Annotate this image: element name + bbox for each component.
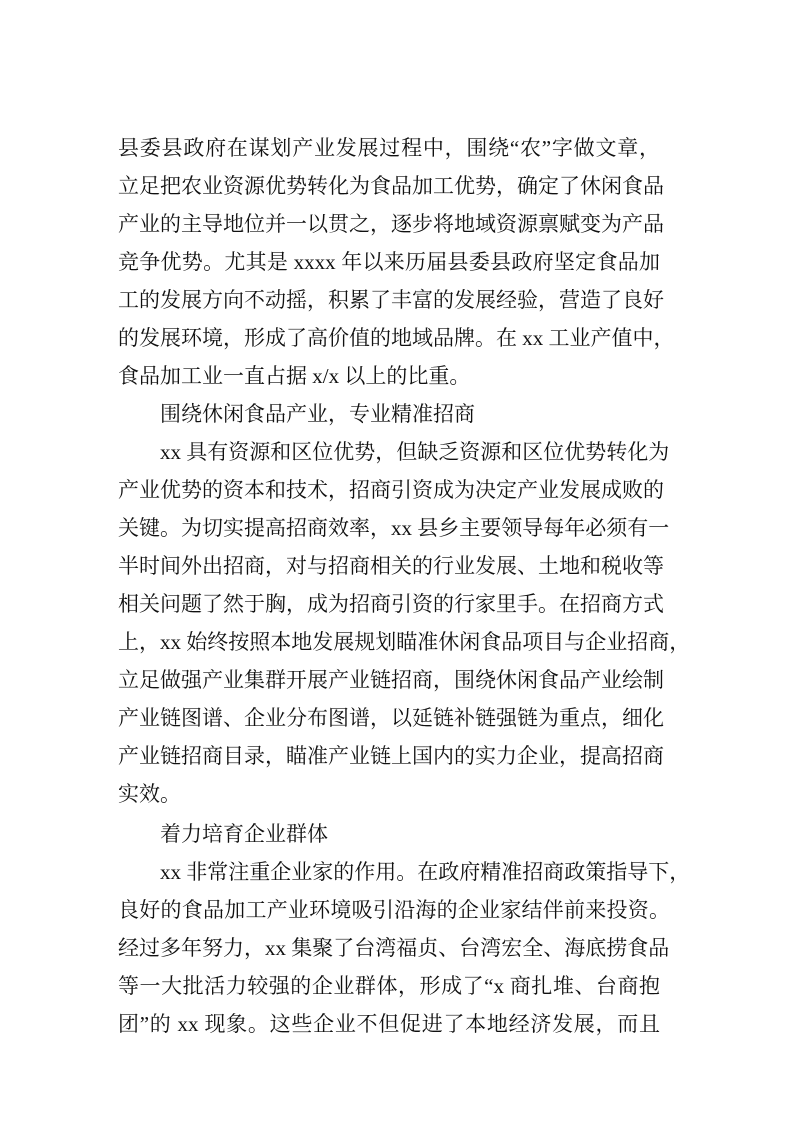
text-line: 竞争优势。尤其是 xxxx 年以来历届县委县政府坚定食品加 xyxy=(118,250,660,274)
text-line: xx 非常注重企业家的作用。在政府精准招商政策指导下， xyxy=(160,860,691,884)
text-line: 产业优势的资本和技术，招商引资成为决定产业发展成败的 xyxy=(118,478,664,502)
section-heading: 围绕休闲食品产业，专业精准招商 xyxy=(160,402,475,426)
text-line: 的发展环境，形成了高价值的地域品牌。在 xx 工业产值中， xyxy=(118,326,675,350)
text-line: 团”的 xx 现象。这些企业不但促进了本地经济发展，而且 xyxy=(118,1012,660,1036)
text-line: 上，xx 始终按照本地发展规划瞄准休闲食品项目与企业招商， xyxy=(118,630,691,654)
text-line: 良好的食品加工产业环境吸引沿海的企业家结伴前来投资。 xyxy=(118,898,670,922)
text-line: 产业链图谱、企业分布图谱，以延链补链强链为重点，细化 xyxy=(118,706,664,730)
text-line: 立足做强产业集群开展产业链招商，围绕休闲食品产业绘制 xyxy=(118,668,664,692)
text-line: 半时间外出招商，对与招商相关的行业发展、土地和税收等 xyxy=(118,554,664,578)
text-line: 产业链招商目录，瞄准产业链上国内的实力企业，提高招商 xyxy=(118,744,664,768)
text-line: 相关问题了然于胸，成为招商引资的行家里手。在招商方式 xyxy=(118,592,664,616)
text-line: 实效。 xyxy=(118,782,181,806)
text-line: 经过多年努力，xx 集聚了台湾福贞、台湾宏全、海底捞食品 xyxy=(118,936,670,960)
text-line: 工的发展方向不动摇，积累了丰富的发展经验，营造了良好 xyxy=(118,288,664,312)
text-line: 食品加工业一直占据 x/x 以上的比重。 xyxy=(118,364,471,388)
text-line: 产业的主导地位并一以贯之，逐步将地域资源禀赋变为产品 xyxy=(118,212,664,236)
text-line: 关键。为切实提高招商效率，xx 县乡主要领导每年必须有一 xyxy=(118,516,670,540)
text-line: 县委县政府在谋划产业发展过程中，围绕“农”字做文章， xyxy=(118,136,660,160)
text-line: xx 具有资源和区位优势，但缺乏资源和区位优势转化为 xyxy=(160,440,670,464)
text-line: 等一大批活力较强的企业群体，形成了“x 商扎堆、台商抱 xyxy=(118,974,660,998)
section-heading: 着力培育企业群体 xyxy=(160,822,328,846)
text-line: 立足把农业资源优势转化为食品加工优势，确定了休闲食品 xyxy=(118,174,664,198)
